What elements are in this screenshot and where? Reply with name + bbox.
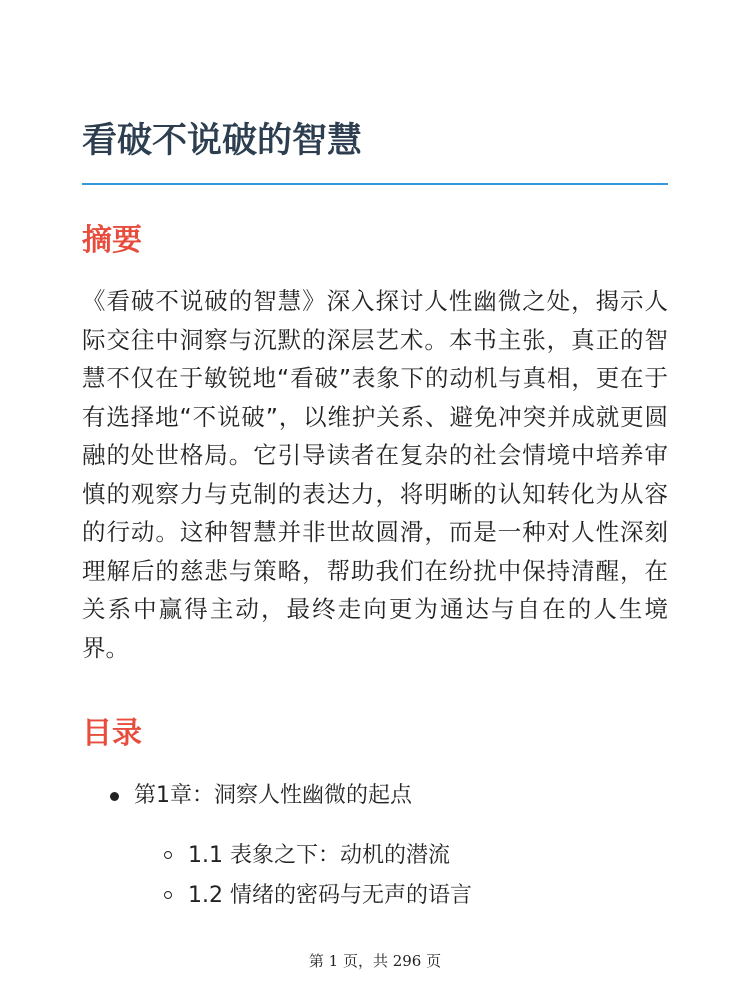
bullet-circle-icon	[164, 891, 172, 899]
toc-section-list	[134, 836, 472, 916]
toc-section-item	[82, 836, 472, 876]
toc-list	[82, 776, 472, 916]
page-title: 看破不说破的智慧	[82, 121, 363, 161]
page-number-footer: 第 1 页，共 296 页	[308, 952, 442, 970]
bullet-circle-icon	[164, 851, 172, 859]
title-divider	[82, 183, 668, 185]
toc-heading: 目录	[82, 716, 142, 751]
toc-section-label: 1.2 情绪的密码与无声的语言	[188, 883, 472, 908]
toc-section-label: 1.1 表象之下：动机的潜流	[188, 843, 450, 868]
document-page	[82, 0, 668, 1000]
toc-section-item	[82, 876, 472, 916]
bullet-disc-icon	[110, 792, 119, 801]
toc-chapter-label: 第1章：洞察人性幽微的起点	[134, 783, 412, 808]
toc-chapter-item	[82, 776, 472, 916]
abstract-heading: 摘要	[82, 223, 142, 258]
abstract-paragraph: 《看破不说破的智慧》深入探讨人性幽微之处，揭示人际交往中洞察与沉默的深层艺术。本书主张，真正的智慧不仅在于敏锐地“看破”表象下的动机与真相，更在于有选择地“不说破”，以维护关系、避免冲突并成就更圆融的处世格局。它引导读者在复杂的社会情境中培养审慎的观察力与克制的表达力，将明晰的认知转化为从容的行动。这种智慧并非世故圆滑，而是一种对人性深刻理解后的慈悲与策略，帮助我们在纷扰中保持清醒，在关系中赢得主动，最终走向更为通达与自在的人生境界。	[82, 287, 668, 662]
